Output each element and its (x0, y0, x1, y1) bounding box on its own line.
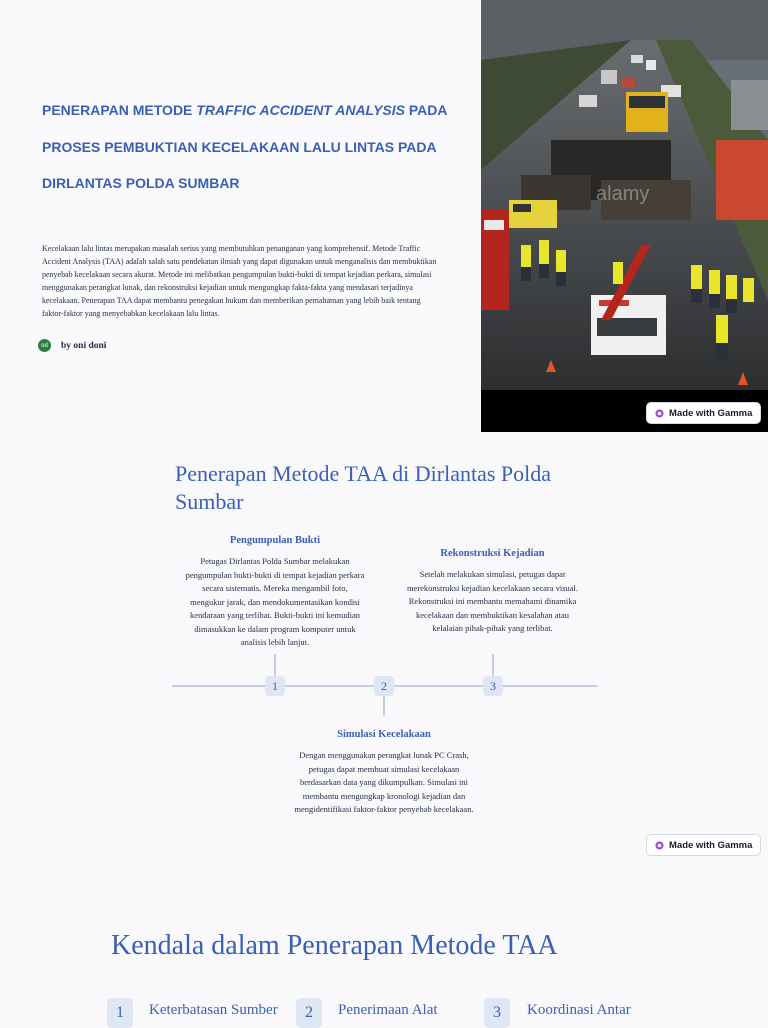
made-with-gamma-badge-2[interactable] (646, 834, 761, 856)
kendala-1-number: 1 (107, 998, 133, 1028)
slide-1 (0, 0, 768, 432)
timeline-tick-2 (383, 696, 385, 716)
kendala-1-label: Keterbatasan Sumber (149, 1002, 278, 1018)
step-2-number: 2 (374, 676, 394, 696)
gamma-logo-icon (655, 409, 664, 418)
kendala-3-label: Koordinasi Antar (527, 1002, 631, 1018)
step-3-text: Setelah melakukan simulasi, petugas dapat merekonstruksi kejadian kecelakaan secara visual. Rekonstruksi ini membantu memahami dinamika kecelakaan dan membuktikan kesalahan atau kelalaian pihak-pihak yang terlibat. (406, 569, 579, 633)
accident-scene-photo (481, 0, 768, 390)
slide-1-title (42, 92, 462, 202)
kendala-2-label: Penerimaan Alat (338, 1002, 438, 1018)
avatar: od (38, 339, 51, 352)
slide-1-description: Kecelakaan lalu lintas merupakan masalah serius yang membutuhkan penanganan yang komprehensif. Metode Traffic Accident Analysis (TAA) adalah salah satu pendekatan ilmiah yang dapat digunakan untuk menganalisis dan membuktikan penyebab kecelakaan secara akurat. Metode ini melibatkan pengumpulan bukti-bukti di tempat kejadian perkara, simulasi menggunakan perangkat lunak, dan rekonstruksi kejadian untuk mengungkap fakta-fakta yang mendasari terjadinya kecelakaan. Penerapan TAA dapat membantu penegakan hukum dan memberikan pemahaman yang lebih baik tentang faktor-faktor yang menyebabkan kecelakaan lalu lintas. (42, 244, 437, 318)
gamma-logo-icon (655, 841, 664, 850)
accident-scene-illustration (481, 0, 768, 390)
title-line-3: DIRLANTAS POLDA SUMBAR (42, 175, 240, 191)
timeline-tick-3 (492, 654, 494, 676)
step-1-text: Petugas Dirlantas Polda Sumbar melakukan pengumpulan bukti-bukti di tempat kejadian perkara secara sistematis. Mereka mengambil foto, mengukur jarak, dan mendokumentasikan kondisi kendaraan yang terlibat. Bukti-bukti ini kemudian dimasukkan ke dalam program komputer untuk analisis lebih lanjut. (185, 556, 365, 647)
badge-label: Made with Gamma (669, 407, 753, 419)
step-2-text: Dengan menggunakan perangkat lunak PC Crash, petugas dapat membuat simulasi kecelakaan berdasarkan data yang dikumpulkan. Simulasi ini membantu mengungkap kronologi kejadian dan mengidentifikasi faktor-faktor penyebab kecelakaan. (294, 750, 474, 814)
title-line-1: PENERAPAN METODE TRAFFIC ACCIDENT ANALYSIS PADA (42, 102, 448, 118)
badge-label: Made with Gamma (669, 839, 753, 851)
watermark: alamy (596, 183, 650, 205)
step-2-title: Simulasi Kecelakaan (337, 729, 431, 740)
step-3-number: 3 (483, 676, 503, 696)
kendala-3-number: 3 (484, 998, 510, 1028)
author (38, 339, 106, 352)
slide-2-title: Penerapan Metode TAA di Dirlantas Polda Sumbar (175, 461, 552, 514)
slide-3-title: Kendala dalam Penerapan Metode TAA (111, 930, 558, 961)
kendala-2-number: 2 (296, 998, 322, 1028)
step-1-number: 1 (265, 676, 285, 696)
timeline-tick-1 (274, 654, 276, 676)
author-name: by oni doni (61, 340, 107, 351)
title-line-2: PROSES PEMBUKTIAN KECELAKAAN LALU LINTAS PADA (42, 138, 437, 155)
step-3-title: Rekonstruksi Kejadian (440, 548, 545, 559)
made-with-gamma-badge[interactable] (646, 402, 761, 424)
step-1-title: Pengumpulan Bukti (229, 535, 321, 546)
